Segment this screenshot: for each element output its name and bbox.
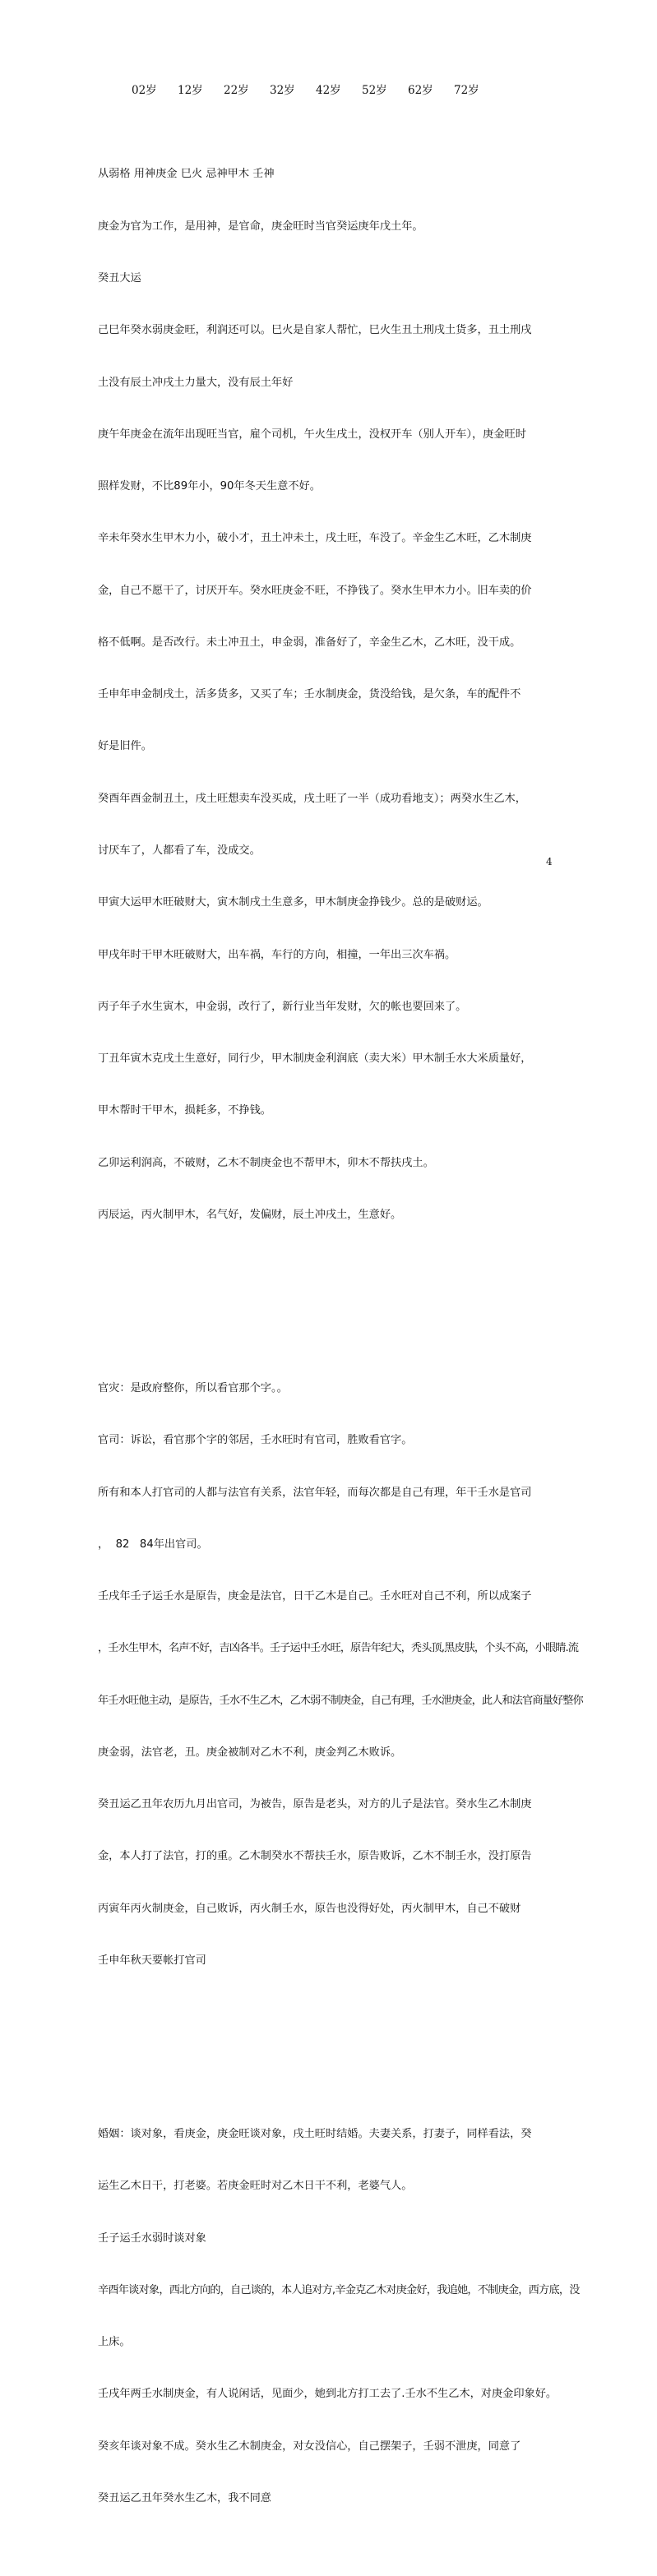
age-label: 72岁 — [454, 84, 479, 97]
text-line: 丁丑年寅木克戌土生意好，同行少，甲木制庚金利润底（卖大米）甲木制壬水大米质量好， — [98, 1052, 532, 1066]
text-line: 讨厌车了，人都看了车，没成交。 — [98, 844, 261, 858]
age-label: 12岁 — [178, 84, 203, 97]
text-line: ， 82 84年出官司。 — [98, 1538, 208, 1551]
text-line: 照样发财，不比89年小，90年冬天生意不好。 — [98, 480, 321, 493]
text-line: 壬戌年两壬水制庚金，有人说闲话，见面少，她到北方打工去了.壬水不生乙木，对庚金印象好。 — [98, 2388, 558, 2401]
age-label: 22岁 — [224, 84, 249, 97]
text-line: 年壬水旺他主动，是原告，壬水不生乙木，乙木弱不制庚金，自己有理，壬水泄庚金，此人和法官商量好整你 — [98, 1694, 583, 1707]
age-label: 42岁 — [316, 84, 341, 97]
age-label: 32岁 — [270, 84, 295, 97]
section-marriage — [98, 2091, 657, 2541]
text-line: 上床。 — [98, 2336, 131, 2349]
text-line: 丙辰运，丙火制甲木，名气好，发偏财，辰土冲戌土，生意好。 — [98, 1209, 402, 1221]
text-line: 壬申年秋天要帐打官司 — [98, 1954, 206, 1968]
text-line: 癸亥年谈对象不成。癸水生乙木制庚金，对女没信心，自己摆架子，壬弱不泄庚，同意了 — [98, 2440, 521, 2453]
paragraph-gap — [98, 2039, 657, 2056]
text-line: 金，本人打了法官，打的重。乙木制癸水不帮扶壬水，原告败诉，乙木不制壬水，没打原告 — [98, 1850, 532, 1863]
text-line: 官司：诉讼，看官那个字的邻居，壬水旺时有官司，胜败看官字。 — [98, 1434, 413, 1447]
page-number: 4 — [546, 856, 553, 867]
text-line: 运生乙木日干，打老婆。若庚金旺时对乙木日干不利，老婆气人。 — [98, 2180, 413, 2193]
text-line: 所有和本人打官司的人都与法官有关系，法官年轻，而每次都是自己有理，年干壬水是官司 — [98, 1486, 532, 1499]
text-line: 格不低啊。是否改行。未土冲丑土，申金弱，准备好了，辛金生乙木，乙木旺，没干成。 — [98, 636, 521, 649]
text-line: 己巳年癸水弱庚金旺，利润还可以。巳火是自家人帮忙，巳火生丑土刑戌土货多，丑土刑戌 — [98, 324, 532, 337]
text-line: 癸丑运乙丑年农历九月出官司，为被告，原告是老头，对方的儿子是法官。癸水生乙木制庚 — [98, 1798, 532, 1811]
text-line: 癸丑运乙丑年癸水生乙木，我不同意 — [98, 2491, 271, 2504]
text-line: 辛酉年谈对象，西北方向的，自己谈的，本人追对方,辛金克乙木对庚金好，我追她，不制庚金，西方底，没 — [98, 2283, 580, 2296]
text-line: 甲木帮时干甲木，损耗多，不挣钱。 — [98, 1104, 271, 1117]
text-line: 婚姻：谈对象，看庚金，庚金旺谈对象，戌土旺时结婚。夫妻关系，打妻子，同样看法，癸 — [98, 2127, 532, 2140]
body-text — [98, 96, 657, 2576]
paragraph-gap — [98, 1293, 657, 1310]
text-line: 甲寅大运甲木旺破财大，寅木制戌土生意多，甲木制庚金挣钱少。总的是破财运。 — [98, 896, 488, 909]
age-label: 52岁 — [362, 84, 387, 97]
text-line: 乙卯运利润高，不破财，乙木不制庚金也不帮甲木，卯木不帮扶戌土。 — [98, 1156, 434, 1169]
text-line: 土没有辰土冲戌土力量大，没有辰土年好 — [98, 376, 294, 389]
text-line: 癸酉年酉金制丑土，戌土旺想卖车没买成，戌土旺了一半（成功看地支）；两癸水生乙木， — [98, 792, 526, 805]
text-line: 癸丑大运 — [98, 271, 141, 284]
text-line: 从弱格 用神庚金 巳火 忌神甲木 壬神 — [98, 168, 275, 181]
text-line: 丙寅年丙火制庚金，自己败诉，丙火制壬水，原告也没得好处，丙火制甲木，自己不破财 — [98, 1902, 521, 1915]
text-line: 金，自己不愿干了，讨厌开车。癸水旺庚金不旺，不挣钱了。癸水生甲木力小。旧车卖的价 — [98, 584, 532, 597]
text-line: 壬戌年壬子运壬水是原告，庚金是法官，日干乙木是自己。壬水旺对自己不利，所以成案子 — [98, 1590, 532, 1603]
section-lawsuit — [98, 1345, 657, 2005]
text-line: 辛未年癸水生甲木力小，破小才，丑土冲未土，戌土旺，车没了。辛金生乙木旺，乙木制庚 — [98, 532, 532, 545]
age-label: 02岁 — [132, 84, 157, 97]
text-line: 壬子运壬水弱时谈对象 — [98, 2231, 206, 2245]
text-line: ，壬水生甲木，名声不好，吉凶各半。壬子运中壬水旺，原告年纪大，秃头顶,黑皮肤，个头不高，小眼睛.流 — [98, 1642, 579, 1655]
text-line: 壬申年申金制戌土，活多货多，又买了车；壬水制庚金，货没给钱，是欠条，车的配件不 — [98, 688, 521, 701]
text-line: 庚金为官为工作，是用神，是官命，庚金旺时当官癸运庚年戊土年。 — [98, 220, 423, 233]
age-label: 62岁 — [408, 84, 433, 97]
text-line: 丙子年子水生寅木，申金弱，改行了，新行业当年发财，欠的帐也要回来了。 — [98, 1000, 467, 1013]
text-line: 官灾：是政府整你，所以看官那个字。。 — [98, 1381, 288, 1394]
text-line: 庚午年庚金在流年出现旺当官，雇个司机，午火生戌土，没权开车（别人开车），庚金旺时 — [98, 428, 526, 441]
text-line: 庚金弱，法官老，丑。庚金被制对乙木不利，庚金判乙木败诉。 — [98, 1746, 402, 1759]
text-line: 好是旧件。 — [98, 740, 152, 753]
text-line: 甲戌年时干甲木旺破财大，出车祸，车行的方向，相撞，一年出三次车祸。 — [98, 948, 456, 961]
section-luck — [98, 131, 657, 1258]
